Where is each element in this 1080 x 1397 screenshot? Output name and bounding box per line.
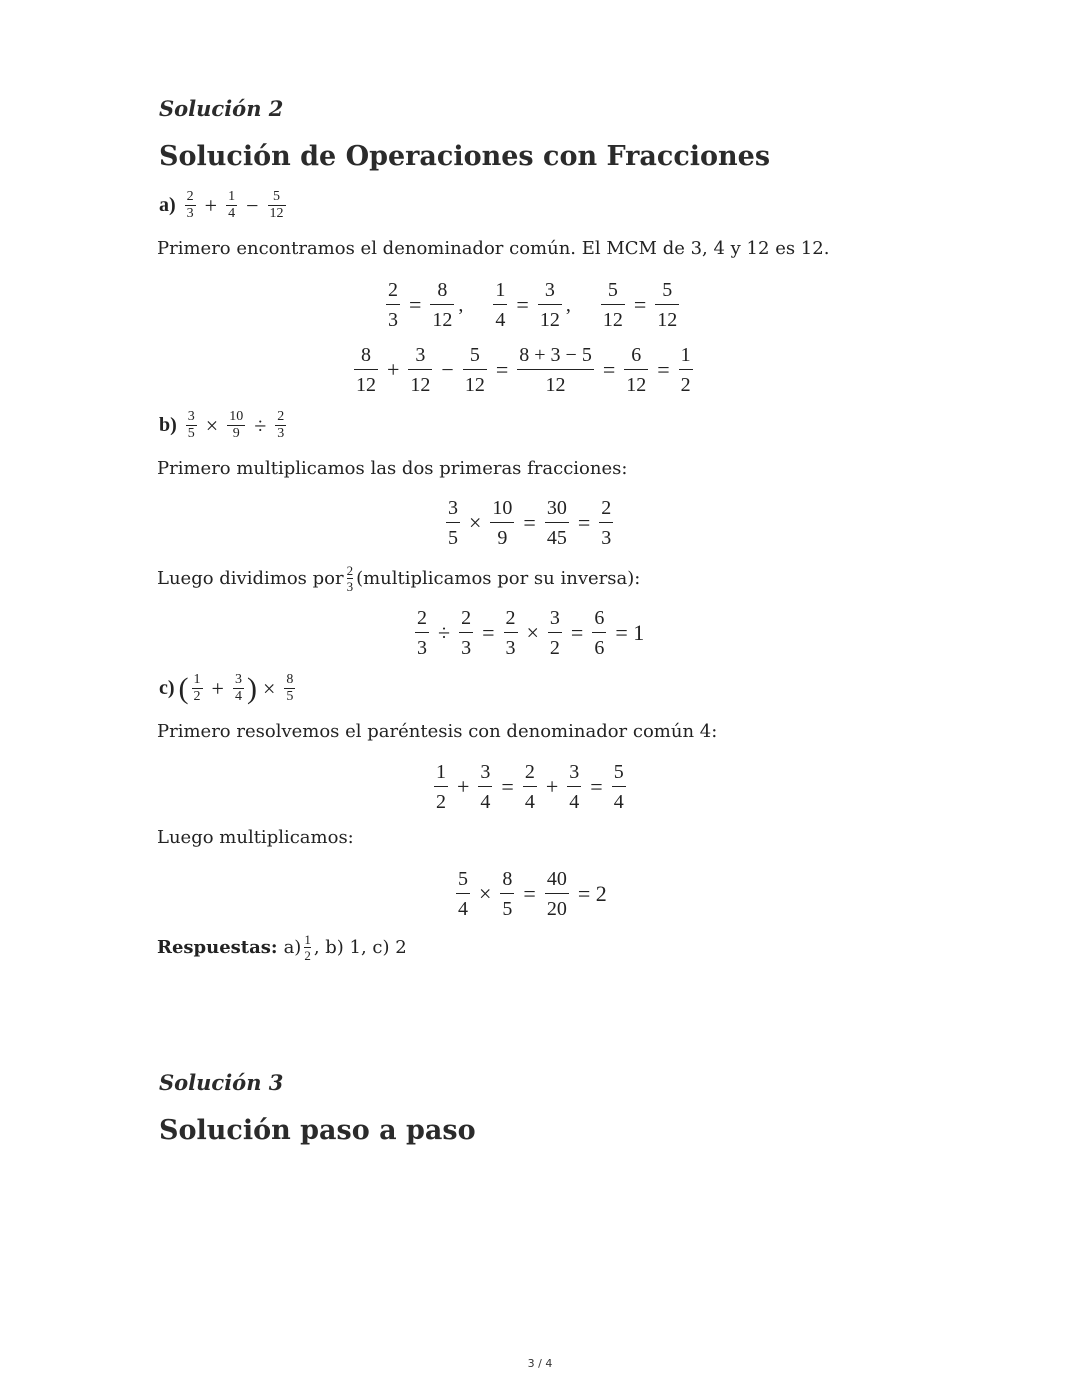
numerator: 2 [461, 607, 472, 629]
equation-b-1 [440, 498, 619, 548]
equals-sign: = [523, 510, 536, 535]
fraction [612, 762, 626, 812]
denominator: 12 [657, 309, 678, 331]
fraction [567, 762, 581, 812]
numerator: 8 [286, 672, 294, 687]
fraction [504, 608, 518, 658]
denominator: 12 [464, 374, 485, 396]
denominator: 4 [524, 791, 535, 813]
denominator: 12 [545, 374, 566, 396]
comma: , [458, 293, 464, 316]
numerator: 6 [631, 344, 642, 366]
fraction [192, 673, 203, 704]
fraction [347, 564, 354, 593]
paragraph-c-1: Primero resolvemos el paréntesis con denominador común 4: [157, 721, 718, 742]
fraction [275, 410, 286, 441]
numerator: 2 [346, 563, 354, 578]
numerator: 3 [415, 344, 426, 366]
numerator: 1 [193, 672, 201, 687]
denominator: 5 [502, 898, 513, 920]
denominator: 20 [546, 898, 567, 920]
fraction [386, 280, 400, 330]
operator: ÷ [254, 412, 267, 438]
numerator: 5 [607, 279, 618, 301]
denominator: 2 [549, 637, 560, 659]
problem-a [159, 190, 289, 221]
denominator: 4 [234, 689, 242, 704]
numerator: 30 [546, 497, 567, 519]
fraction [478, 762, 492, 812]
equals-sign: = [657, 357, 670, 382]
fraction [227, 410, 245, 441]
numerator: 1 [680, 344, 691, 366]
fraction [624, 345, 648, 395]
fraction [284, 673, 295, 704]
equals-sign: = [409, 292, 422, 317]
right-parenthesis: ) [246, 671, 257, 705]
equals-sign: = [577, 510, 591, 535]
numerator: 6 [594, 607, 605, 629]
equals-sign: = [602, 357, 616, 382]
numerator: 10 [492, 497, 513, 519]
numerator: 3 [187, 409, 195, 424]
numerator: 8 [437, 279, 448, 301]
numerator: 2 [601, 497, 612, 519]
denominator: 3 [388, 309, 398, 331]
fraction [655, 280, 679, 330]
denominator: 4 [495, 309, 506, 331]
numerator: 10 [229, 409, 244, 424]
fraction [548, 608, 562, 658]
numerator: 5 [662, 279, 673, 301]
numerator: 8 [502, 868, 513, 890]
solution-2-title: Solución de Operaciones con Fracciones [159, 141, 771, 172]
numerator: 2 [388, 279, 398, 301]
numerator: 40 [546, 868, 567, 890]
equals-result: = 2 [577, 881, 607, 906]
solution-3-title: Solución paso a paso [159, 1115, 476, 1146]
numerator: 2 [186, 189, 194, 204]
numerator: 5 [613, 761, 624, 783]
fraction [599, 498, 613, 548]
answers-rest: , b) 1, c) 2 [313, 937, 407, 958]
denominator: 3 [186, 206, 194, 221]
denominator: 2 [304, 948, 311, 963]
denominator: 12 [602, 309, 623, 331]
denominator: 5 [448, 527, 458, 549]
operator: × [469, 510, 482, 535]
denominator: 12 [432, 309, 453, 331]
fraction [186, 410, 197, 441]
denominator: 4 [569, 791, 580, 813]
operator: + [211, 675, 224, 701]
problem-b [159, 410, 289, 441]
fraction [459, 608, 473, 658]
operator: × [526, 620, 539, 645]
answers-line [157, 933, 407, 962]
denominator: 6 [594, 637, 605, 659]
equals-sign: = [495, 357, 509, 382]
denominator: 12 [410, 374, 431, 396]
problem-c-letter: c) [159, 677, 175, 699]
equation-a-2 [348, 345, 699, 395]
numerator: 3 [234, 672, 242, 687]
solution-2-label: Solución 2 [159, 96, 284, 121]
operator: × [479, 881, 492, 906]
equation-c-1 [428, 762, 632, 812]
denominator: 2 [193, 689, 201, 704]
paragraph-c-2: Luego multiplicamos: [157, 827, 354, 848]
denominator: 3 [461, 637, 472, 659]
paragraph-a: Primero encontramos el denominador común. El MCM de 3, 4 y 12 es 12. [157, 238, 830, 259]
fraction [523, 762, 537, 812]
denominator: 12 [626, 374, 647, 396]
equation-c-2 [450, 869, 610, 919]
fraction [679, 345, 693, 395]
problem-c [159, 673, 298, 704]
denominator: 45 [546, 527, 567, 549]
denominator: 2 [436, 791, 446, 813]
fraction [493, 280, 507, 330]
denominator: 12 [539, 309, 560, 331]
numerator: 3 [480, 761, 491, 783]
operator: ÷ [438, 620, 451, 645]
fraction [490, 498, 514, 548]
denominator: 4 [613, 791, 624, 813]
numerator: 3 [549, 607, 560, 629]
equation-a-1 [380, 280, 685, 330]
equation-b-2 [409, 608, 647, 658]
denominator: 12 [269, 206, 284, 221]
operator: − [441, 357, 454, 382]
denominator: 3 [277, 426, 285, 441]
numerator: 1 [304, 932, 311, 947]
operator: + [204, 192, 218, 218]
numerator: 5 [469, 344, 480, 366]
denominator: 3 [601, 527, 612, 549]
fraction [592, 608, 606, 658]
equals-sign: = [523, 881, 536, 906]
numerator: 8 + 3 − 5 [519, 344, 592, 366]
denominator: 9 [232, 426, 240, 441]
numerator: 5 [273, 189, 281, 204]
denominator: 3 [346, 579, 354, 594]
numerator: 2 [277, 409, 285, 424]
problem-a-letter: a) [159, 194, 176, 216]
denominator: 4 [228, 206, 236, 221]
fraction [545, 498, 569, 548]
comma: , [565, 293, 571, 316]
fraction [233, 673, 244, 704]
left-parenthesis: ( [178, 671, 189, 705]
equals-sign: = [501, 774, 514, 799]
fraction [463, 345, 487, 395]
denominator: 3 [505, 637, 516, 659]
paragraph-b-1: Primero multiplicamos las dos primeras fracciones: [157, 458, 628, 479]
equals-result: = 1 [615, 620, 645, 645]
equals-sign: = [590, 774, 603, 799]
denominator: 4 [458, 898, 468, 920]
fraction [415, 608, 429, 658]
fraction [517, 345, 594, 395]
paragraph-b-2-pre: Luego dividimos por [157, 568, 344, 589]
fraction [545, 869, 569, 919]
equals-sign: = [633, 292, 647, 317]
denominator: 5 [187, 426, 195, 441]
paragraph-b-2-post: (multiplicamos por su inversa): [356, 568, 641, 589]
fraction [456, 869, 470, 919]
operator: − [246, 192, 259, 218]
numerator: 1 [228, 189, 236, 204]
numerator: 1 [436, 761, 446, 783]
operator: + [545, 774, 559, 799]
operator: + [387, 357, 400, 382]
denominator: 3 [417, 637, 427, 659]
answers-a-prefix: a) [283, 937, 302, 958]
page-number: 3 / 4 [527, 1357, 553, 1370]
denominator: 4 [480, 791, 491, 813]
fraction [601, 280, 625, 330]
operator: + [457, 774, 470, 799]
fraction [434, 762, 448, 812]
fraction [538, 280, 562, 330]
fraction [354, 345, 378, 395]
numerator: 8 [361, 344, 371, 366]
fraction [304, 933, 311, 962]
denominator: 2 [680, 374, 691, 396]
fraction [446, 498, 460, 548]
fraction [408, 345, 432, 395]
numerator: 3 [569, 761, 580, 783]
paragraph-b-2 [157, 564, 640, 593]
denominator: 9 [497, 527, 508, 549]
numerator: 2 [505, 607, 516, 629]
fraction [268, 190, 286, 221]
numerator: 2 [524, 761, 535, 783]
fraction [500, 869, 514, 919]
equals-sign: = [482, 620, 495, 645]
fraction [226, 190, 237, 221]
operator: × [205, 412, 219, 438]
denominator: 12 [356, 374, 376, 396]
numerator: 1 [495, 279, 506, 301]
numerator: 2 [417, 607, 427, 629]
denominator: 5 [286, 689, 294, 704]
operator: × [262, 675, 276, 701]
fraction [185, 190, 196, 221]
equals-sign: = [570, 620, 584, 645]
answers-label: Respuestas: [157, 937, 278, 958]
problem-b-letter: b) [159, 414, 177, 436]
numerator: 3 [544, 279, 555, 301]
fraction [430, 280, 454, 330]
numerator: 5 [458, 868, 468, 890]
equals-sign: = [516, 292, 529, 317]
solution-3-label: Solución 3 [159, 1070, 284, 1095]
numerator: 3 [448, 497, 458, 519]
